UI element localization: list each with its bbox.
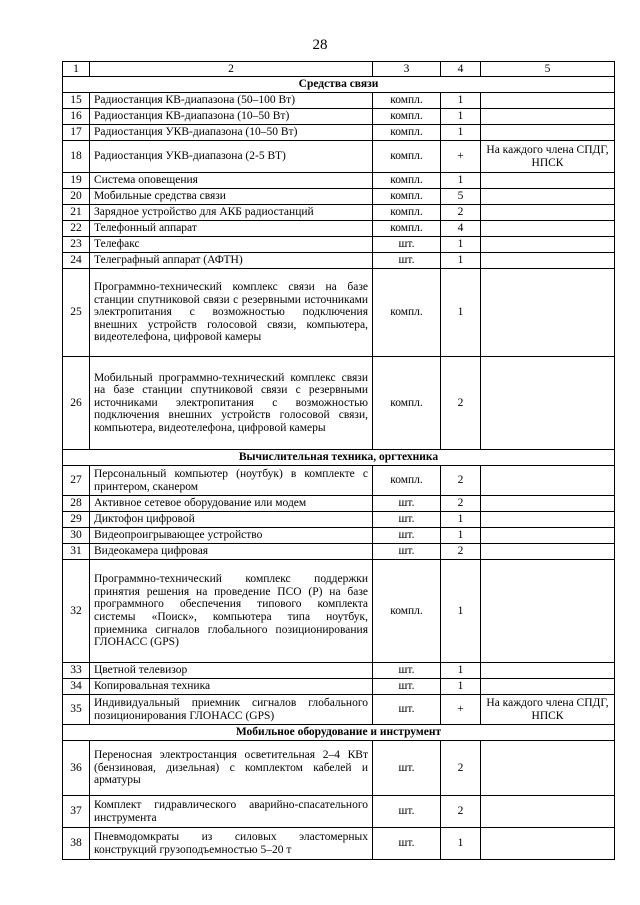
item-quantity: 2: [441, 741, 481, 796]
table-row: [63, 221, 615, 237]
item-quantity: 1: [441, 93, 481, 109]
row-number: 19: [63, 173, 90, 189]
item-note: [481, 663, 615, 679]
item-name: Радиостанция КВ-диапазона (10–50 Вт): [90, 109, 373, 125]
table-row: [63, 496, 615, 512]
item-unit: шт.: [373, 237, 441, 253]
item-unit: компл.: [373, 173, 441, 189]
item-unit: компл.: [373, 466, 441, 496]
table-header-row: [63, 62, 615, 77]
item-unit: компл.: [373, 189, 441, 205]
table-row: [63, 237, 615, 253]
row-number: 17: [63, 125, 90, 141]
row-number: 32: [63, 560, 90, 663]
item-name: Система оповещения: [90, 173, 373, 189]
table-row: [63, 125, 615, 141]
item-note: [481, 512, 615, 528]
item-unit: шт.: [373, 528, 441, 544]
item-name: Телеграфный аппарат (АФТН): [90, 253, 373, 269]
item-quantity: 1: [441, 663, 481, 679]
item-quantity: 1: [441, 560, 481, 663]
item-quantity: 2: [441, 496, 481, 512]
item-unit: шт.: [373, 253, 441, 269]
item-name: Персональный компьютер (ноутбук) в комплекте с принтером, сканером: [90, 466, 373, 496]
row-number: 18: [63, 141, 90, 173]
item-quantity: 1: [441, 125, 481, 141]
item-name: Радиостанция УКВ-диапазона (2-5 ВТ): [90, 141, 373, 173]
row-number: 25: [63, 269, 90, 357]
item-unit: компл.: [373, 269, 441, 357]
row-number: 16: [63, 109, 90, 125]
item-unit: шт.: [373, 796, 441, 828]
item-quantity: 1: [441, 237, 481, 253]
header-cell-3: 3: [373, 62, 441, 77]
item-unit: компл.: [373, 109, 441, 125]
table-row: [63, 466, 615, 496]
section-title: Средства связи: [63, 77, 615, 93]
item-quantity: 2: [441, 796, 481, 828]
item-name: Копировальная техника: [90, 679, 373, 695]
row-number: 36: [63, 741, 90, 796]
item-unit: шт.: [373, 828, 441, 860]
item-quantity: 1: [441, 512, 481, 528]
table-row: [63, 828, 615, 860]
item-unit: компл.: [373, 93, 441, 109]
equipment-table: [62, 61, 615, 860]
row-number: 30: [63, 528, 90, 544]
row-number: 26: [63, 357, 90, 450]
item-note: [481, 125, 615, 141]
item-quantity: 1: [441, 679, 481, 695]
item-name: Диктофон цифровой: [90, 512, 373, 528]
item-quantity: 1: [441, 173, 481, 189]
row-number: 33: [63, 663, 90, 679]
row-number: 24: [63, 253, 90, 269]
table-row: [63, 741, 615, 796]
header-cell-1: 1: [63, 62, 90, 77]
row-number: 35: [63, 695, 90, 725]
item-name: Индивидуальный приемник сигналов глобального позиционирования ГЛОНАСС (GPS): [90, 695, 373, 725]
header-cell-2: 2: [90, 62, 373, 77]
item-note: [481, 253, 615, 269]
item-name: Телефонный аппарат: [90, 221, 373, 237]
table-row: [63, 512, 615, 528]
row-number: 37: [63, 796, 90, 828]
header-cell-5: 5: [481, 62, 615, 77]
item-unit: шт.: [373, 741, 441, 796]
item-note: На каждого члена СПДГ, НПСК: [481, 141, 615, 173]
item-unit: компл.: [373, 125, 441, 141]
row-number: 28: [63, 496, 90, 512]
item-note: [481, 466, 615, 496]
item-name: Программно-технический комплекс поддержки принятия решения на проведение ПСО (Р) на базе программного обеспечения типового комплекта системы «Поиск», компьютера типа ноутбук, приемника сигналов глобального позиционирования ГЛОНАСС (GPS): [90, 560, 373, 663]
item-note: [481, 221, 615, 237]
item-quantity: 4: [441, 221, 481, 237]
item-note: [481, 173, 615, 189]
table-row: [63, 544, 615, 560]
item-note: [481, 679, 615, 695]
table-row: [63, 141, 615, 173]
item-note: [481, 357, 615, 450]
row-number: 27: [63, 466, 90, 496]
table-row: [63, 663, 615, 679]
item-unit: компл.: [373, 205, 441, 221]
item-name: Видеопроигрывающее устройство: [90, 528, 373, 544]
item-unit: шт.: [373, 512, 441, 528]
item-quantity: 1: [441, 253, 481, 269]
item-note: На каждого члена СПДГ, НПСК: [481, 695, 615, 725]
item-name: Цветной телевизор: [90, 663, 373, 679]
item-note: [481, 93, 615, 109]
item-quantity: 5: [441, 189, 481, 205]
item-unit: компл.: [373, 221, 441, 237]
table-row: [63, 109, 615, 125]
table-row: [63, 93, 615, 109]
table-row: [63, 173, 615, 189]
item-note: [481, 109, 615, 125]
page-number: 28: [312, 37, 328, 53]
item-quantity: +: [441, 141, 481, 173]
item-name: Мобильные средства связи: [90, 189, 373, 205]
item-note: [481, 496, 615, 512]
row-number: 29: [63, 512, 90, 528]
item-name: Активное сетевое оборудование или модем: [90, 496, 373, 512]
table-row: [63, 253, 615, 269]
item-name: Переносная электростанция осветительная 2–4 КВт (бензиновая, дизельная) с комплектом кабелей и арматуры: [90, 741, 373, 796]
item-quantity: 1: [441, 269, 481, 357]
item-name: Программно-технический комплекс связи на базе станции спутниковой связи с резервными источниками электропитания с возможностью подключения внешних устройств голосовой связи, компьютера, видеотелефона, цифровой камеры: [90, 269, 373, 357]
section-title: Вычислительная техника, оргтехника: [63, 450, 615, 466]
item-name: Телефакс: [90, 237, 373, 253]
table-row: [63, 695, 615, 725]
table-row: [63, 560, 615, 663]
item-unit: компл.: [373, 141, 441, 173]
item-name: Комплект гидравлического аварийно-спасательного инструмента: [90, 796, 373, 828]
table-row: [63, 796, 615, 828]
item-unit: компл.: [373, 357, 441, 450]
item-quantity: 2: [441, 466, 481, 496]
section-header-row: [63, 725, 615, 741]
header-cell-4: 4: [441, 62, 481, 77]
table-row: [63, 528, 615, 544]
row-number: 15: [63, 93, 90, 109]
item-quantity: 2: [441, 357, 481, 450]
item-unit: шт.: [373, 663, 441, 679]
item-name: Радиостанция КВ-диапазона (50–100 Вт): [90, 93, 373, 109]
item-note: [481, 828, 615, 860]
item-name: Видеокамера цифровая: [90, 544, 373, 560]
item-name: Пневмодомкраты из силовых эластомерных конструкций грузоподъемностью 5–20 т: [90, 828, 373, 860]
item-name: Радиостанция УКВ-диапазона (10–50 Вт): [90, 125, 373, 141]
item-unit: шт.: [373, 544, 441, 560]
section-header-row: [63, 77, 615, 93]
section-title: Мобильное оборудование и инструмент: [63, 725, 615, 741]
item-unit: шт.: [373, 679, 441, 695]
row-number: 21: [63, 205, 90, 221]
item-quantity: +: [441, 695, 481, 725]
item-note: [481, 796, 615, 828]
item-unit: шт.: [373, 695, 441, 725]
item-quantity: 2: [441, 544, 481, 560]
row-number: 38: [63, 828, 90, 860]
item-note: [481, 528, 615, 544]
item-quantity: 1: [441, 109, 481, 125]
item-quantity: 1: [441, 528, 481, 544]
item-note: [481, 237, 615, 253]
item-note: [481, 189, 615, 205]
item-note: [481, 544, 615, 560]
item-name: Зарядное устройство для АКБ радиостанций: [90, 205, 373, 221]
table-row: [63, 269, 615, 357]
row-number: 23: [63, 237, 90, 253]
row-number: 22: [63, 221, 90, 237]
item-note: [481, 205, 615, 221]
item-unit: компл.: [373, 560, 441, 663]
item-quantity: 2: [441, 205, 481, 221]
table-row: [63, 205, 615, 221]
row-number: 34: [63, 679, 90, 695]
table-row: [63, 679, 615, 695]
item-unit: шт.: [373, 496, 441, 512]
item-note: [481, 560, 615, 663]
item-note: [481, 741, 615, 796]
item-name: Мобильный программно-технический комплекс связи на базе станции спутниковой связи с резервными источниками электропитания с возможностью подключения внешних устройств голосовой связи, компьютера, видеотелефона, цифровой камеры: [90, 357, 373, 450]
row-number: 31: [63, 544, 90, 560]
item-note: [481, 269, 615, 357]
item-quantity: 1: [441, 828, 481, 860]
table-row: [63, 357, 615, 450]
row-number: 20: [63, 189, 90, 205]
table-row: [63, 189, 615, 205]
section-header-row: [63, 450, 615, 466]
